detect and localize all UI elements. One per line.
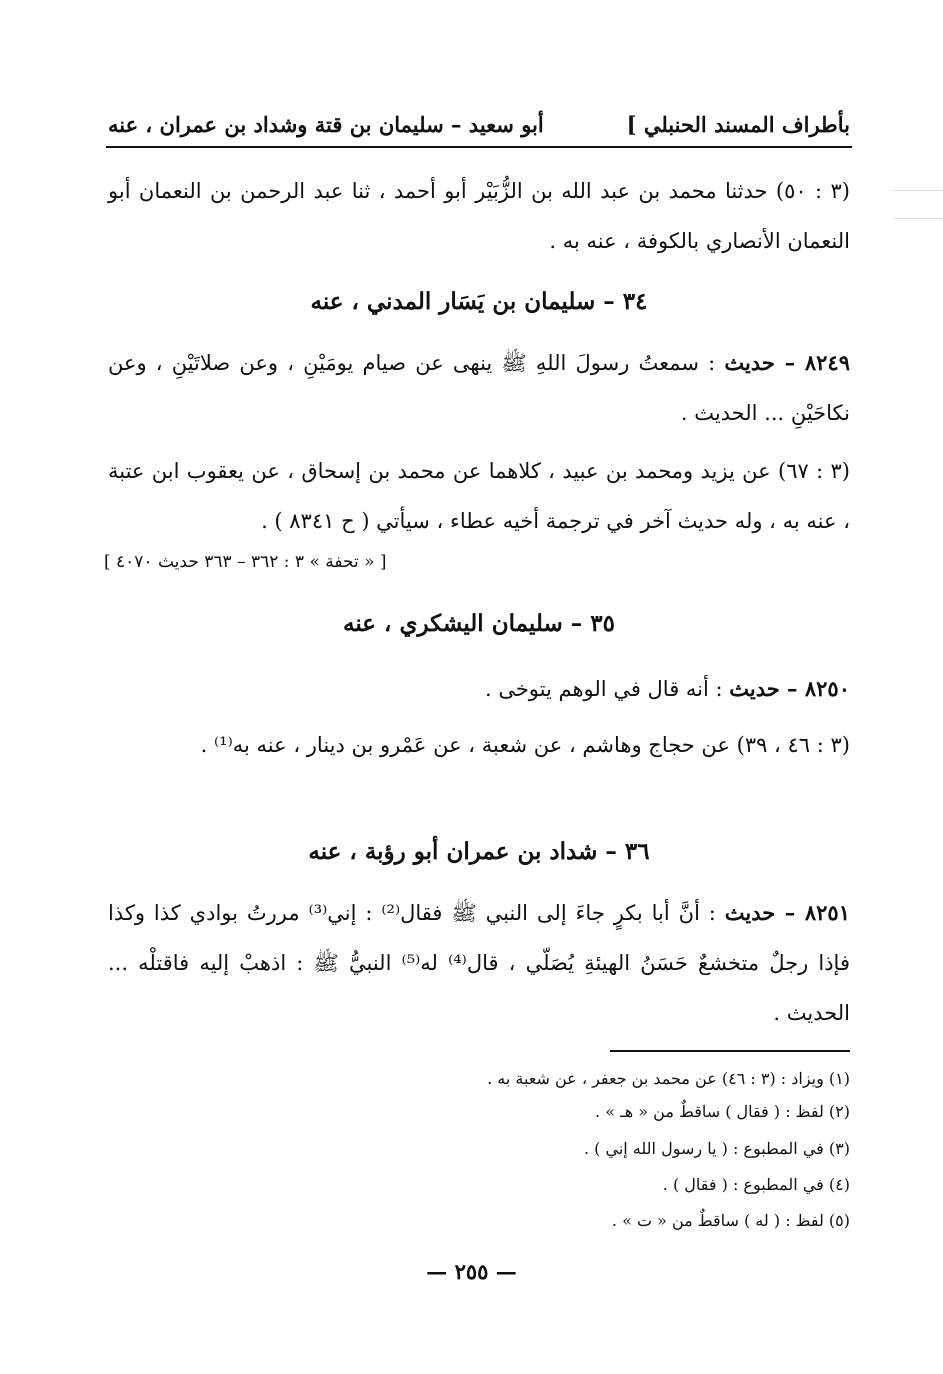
header-book-title: بأطراف المسند الحنبلي ] <box>626 111 850 137</box>
isnad-paragraph: (٣ : ٥٠) حدثنا محمد بن عبد الله بن الزُّبَيْر أبو أحمد ، ثنا عبد الرحمن بن النعمان أبو النعمان الأنصاري بالكوفة ، عنه به . <box>108 179 850 253</box>
header-rule <box>106 146 852 148</box>
running-header <box>108 104 850 144</box>
margin-mark <box>893 190 943 191</box>
footnote: (٤) في المطبوع : ( فقال ) . <box>662 1175 850 1194</box>
section-heading-34: ٣٤ – سليمان بن يَسَار المدني ، عنه <box>310 288 648 315</box>
section-heading-36: ٣٦ – شداد بن عمران أبو رؤبة ، عنه <box>308 838 650 865</box>
hadith-number: ٨٢٥٠ – حديث <box>729 676 850 701</box>
hadith-8250 <box>108 664 850 714</box>
hadith-text: : أنَّ أبا بكرٍ جاءَ إلى النبي ﷺ فقال⁽²⁾ : إني⁽³⁾ مررتُ بوادي كذا وكذا فإذا رجلٌ متخشعٌ حَسَنُ الهيئةِ يُصَلّي ، قال⁽⁴⁾ له⁽⁵⁾ النبيُّ ﷺ : اذهبْ إليه فاقتلْه ... الحديث . <box>108 901 850 1025</box>
footnote: (١) ويزاد : (٣ : ٤٦) عن محمد بن جعفر ، عن شعبة به . <box>487 1069 850 1088</box>
footnote-rule <box>610 1050 850 1052</box>
hadith-text: : أنه قال في الوهم يتوخى . <box>484 677 730 701</box>
hadith-8249 <box>108 338 850 438</box>
hadith-text: : سمعتُ رسولَ اللهِ ﷺ ينهى عن صيام يومَيْنِ ، وعن صلاتَيْنِ ، وعن نكاحَيْنِ ... الحديث . <box>108 351 850 425</box>
tuhfa-reference: [ « تحفة » ٣ : ٣٦٢ – ٣٦٣ حديث ٤٠٧٠ ] <box>104 552 387 572</box>
margin-mark <box>893 218 943 219</box>
isnad-paragraph: (٣ : ٤٦ ، ٣٩) عن حجاج وهاشم ، عن شعبة ، عن عَمْرو بن دينار ، عنه به⁽¹⁾ . <box>200 733 850 757</box>
section-heading-35: ٣٥ – سليمان اليشكري ، عنه <box>343 610 615 637</box>
footnote: (٣) في المطبوع : ( يا رسول الله إني ) . <box>583 1139 850 1158</box>
isnad-paragraph: (٣ : ٦٧) عن يزيد ومحمد بن عبيد ، كلاهما عن محمد بن إسحاق ، عن يعقوب ابن عتبة ، عنه به ، وله حديث آخر في ترجمة أخيه عطاء ، سيأتي ( ح ٨٣٤١ ) . <box>108 459 850 533</box>
header-section-title: أبو سعيد – سليمان بن قتة وشداد بن عمران ، عنه <box>108 111 544 137</box>
footnote: (٥) لفظ : ( له ) ساقطٌ من « ت » . <box>611 1211 850 1230</box>
hadith-number: ٨٢٤٩ – حديث <box>724 350 850 375</box>
hadith-number: ٨٢٥١ – حديث <box>724 900 850 925</box>
page-number: — ٢٥٥ — <box>426 1259 517 1284</box>
hadith-8251 <box>108 888 850 1038</box>
footnote: (٢) لفظ : ( فقال ) ساقطٌ من « هـ » . <box>595 1102 850 1121</box>
